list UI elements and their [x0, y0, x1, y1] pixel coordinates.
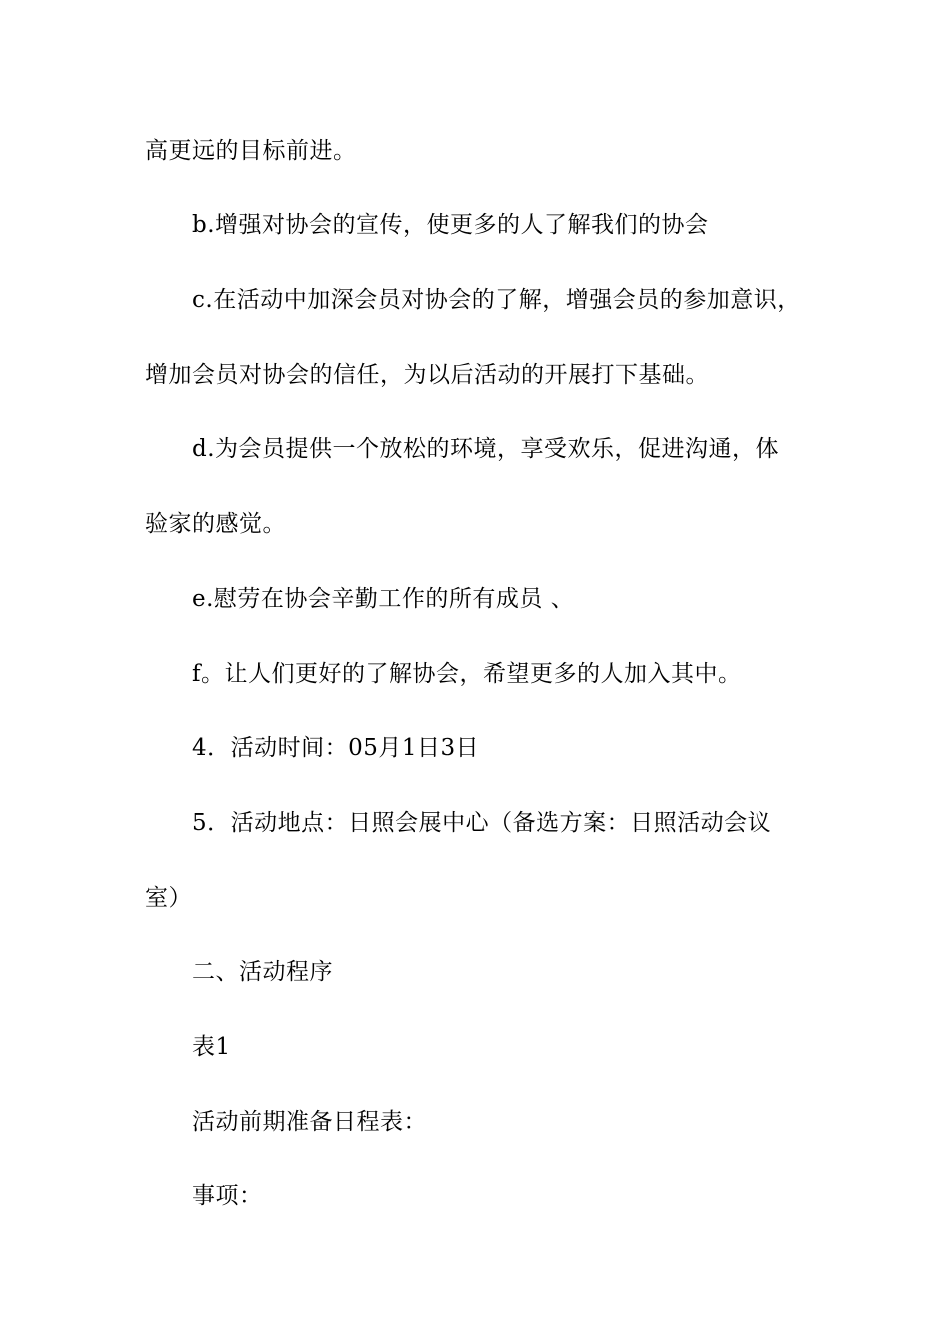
text-line: 4．活动时间：05月1日3日 [192, 735, 480, 761]
text-line: 5．活动地点：日照会展中心（备选方案：日照活动会议 [192, 810, 772, 836]
text-line: c.在活动中加深会员对协会的了解，增强会员的参加意识， [192, 287, 801, 313]
text-line: e.慰劳在协会辛勤工作的所有成员 、 [192, 586, 575, 612]
text-line: 高更远的目标前进。 [145, 138, 357, 164]
text-line: 增加会员对协会的信任，为以后活动的开展打下基础。 [145, 362, 709, 388]
table-label: 表1 [192, 1034, 231, 1060]
text-line: d.为会员提供一个放松的环境，享受欢乐，促进沟通，体 [192, 436, 780, 462]
text-line: 室） [145, 885, 192, 911]
text-line: 事项： [192, 1183, 263, 1209]
section-heading: 二、活动程序 [192, 959, 333, 985]
text-line: 活动前期准备日程表： [192, 1109, 427, 1135]
text-line: b.增强对协会的宣传，使更多的人了解我们的协会 [192, 212, 709, 238]
text-line: 验家的感觉。 [145, 511, 286, 537]
text-line: f。让人们更好的了解协会，希望更多的人加入其中。 [192, 661, 742, 687]
